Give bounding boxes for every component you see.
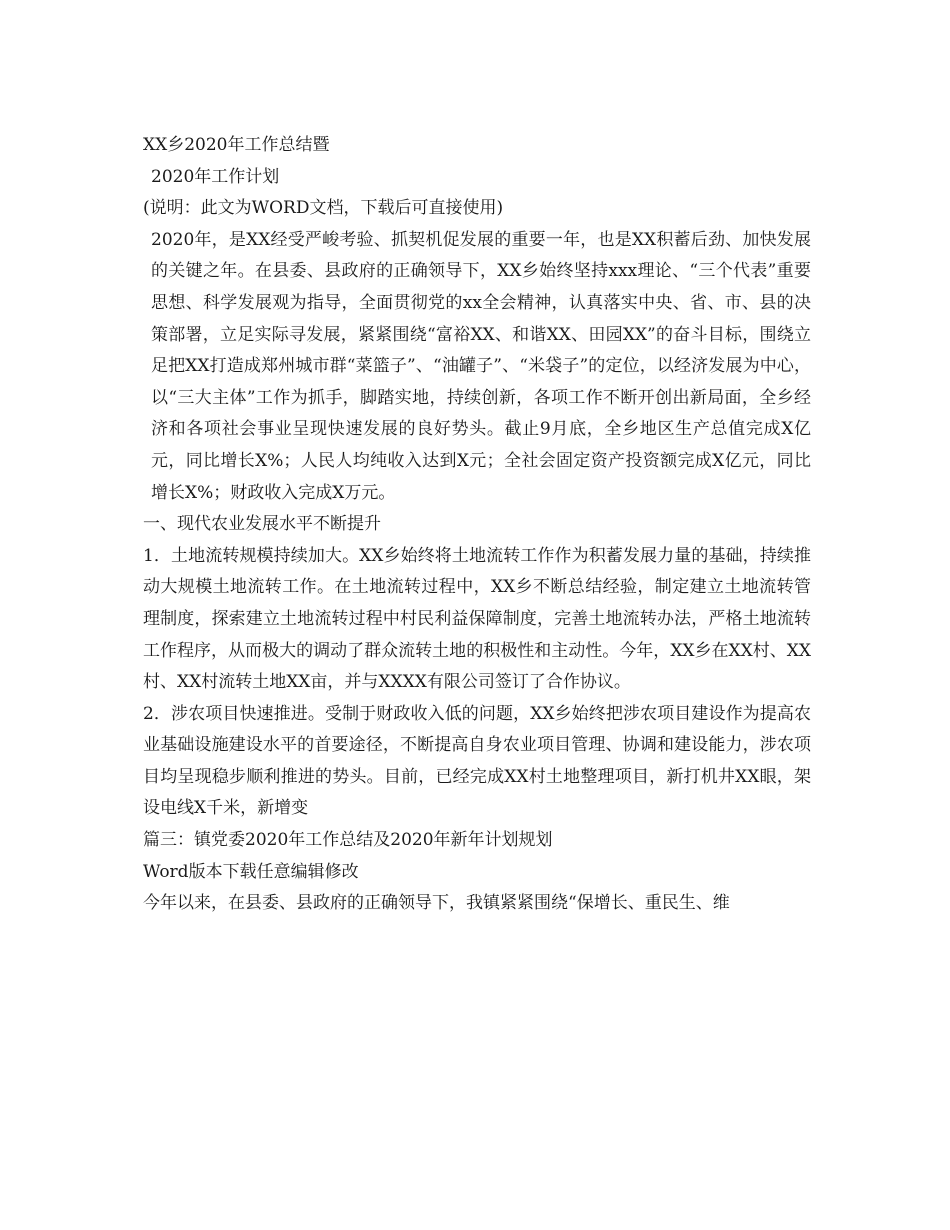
part-heading: 篇三：镇党委2020年工作总结及2020年新年计划规划	[143, 830, 553, 851]
document-body	[143, 130, 811, 920]
word-version-note: Word版本下载任意编辑修改	[143, 861, 359, 882]
document-title-line2: 2020年工作计划	[151, 166, 280, 187]
part-intro-paragraph: 今年以来，在县委、县政府的正确领导下，我镇紧紧围绕“保增长、重民生、维	[143, 893, 730, 914]
section-heading: 一、现代农业发展水平不断提升	[143, 514, 381, 535]
item-paragraph-1: 1．土地流转规模持续加大。XX乡始终将土地流转工作作为积蓄发展力量的基础，持续推动大规模土地流转工作。在土地流转过程中，XX乡不断总结经验，制定建立土地流转管理制度，探索建立土地流转过程中村民利益保障制度，完善土地流转办法，严格土地流转工作程序，从而极大的调动了群众流转土地的积极性和主动性。今年，XX乡在XX村、XX村、XX村流转土地XX亩，并与XXXX有限公司签订了合作协议。	[143, 545, 811, 693]
intro-paragraph: 2020年，是XX经受严峻考验、抓契机促发展的重要一年，也是XX积蓄后劲、加快发展的关键之年。在县委、县政府的正确领导下，XX乡始终坚持xxx理论、“三个代表”重要思想、科学发展观为指导，全面贯彻党的xx全会精神，认真落实中央、省、市、县的决策部署，立足实际寻发展，紧紧围绕“富裕XX、和谐XX、田园XX”的奋斗目标，围绕立足把XX打造成郑州城市群“菜篮子”、“油罐子”、“米袋子”的定位，以经济发展为中心，以“三大主体”工作为抓手，脚踏实地，持续创新，各项工作不断开创出新局面，全乡经济和各项社会事业呈现快速发展的良好势头。截止9月底，全乡地区生产总值完成X亿元，同比增长X%；人民人均纯收入达到X元；全社会固定资产投资额完成X亿元，同比增长X%；财政收入完成X万元。	[151, 229, 811, 503]
usage-note: (说明：此文为WORD文档，下载后可直接使用)	[143, 198, 504, 219]
item-paragraph-2: 2．涉农项目快速推进。受制于财政收入低的问题，XX乡始终把涉农项目建设作为提高农业基础设施建设水平的首要途径，不断提高自身农业项目管理、协调和建设能力，涉农项目均呈现稳步顺利推进的势头。目前，已经完成XX村土地整理项目，新打机井XX眼，架设电线X千米，新增变	[143, 703, 811, 819]
document-title-line1: XX乡2020年工作总结暨	[143, 135, 330, 155]
